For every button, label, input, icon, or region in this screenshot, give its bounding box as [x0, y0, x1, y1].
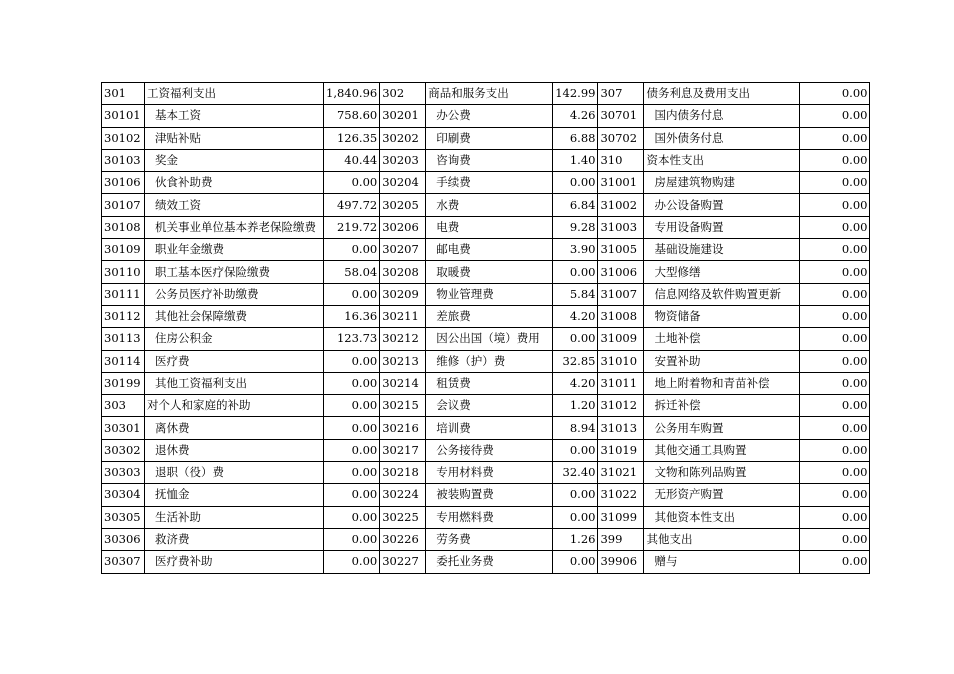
- amount-cell: 5.84: [553, 283, 598, 305]
- account-code-cell: 30113: [102, 328, 145, 350]
- account-code-cell: 30701: [598, 105, 644, 127]
- account-code-cell: 31021: [598, 462, 644, 484]
- amount-cell: 0.00: [800, 328, 870, 350]
- account-code-cell: 30211: [380, 305, 426, 327]
- amount-cell: 0.00: [324, 350, 380, 372]
- account-name-cell: 工资福利支出: [145, 83, 324, 105]
- account-code-cell: 30215: [380, 395, 426, 417]
- table-row: [102, 506, 870, 528]
- account-code-cell: 30110: [102, 261, 145, 283]
- account-name-cell: 维修（护）费: [426, 350, 553, 372]
- amount-cell: 1.20: [553, 395, 598, 417]
- amount-cell: 0.00: [800, 506, 870, 528]
- table-row: [102, 328, 870, 350]
- amount-cell: 1.26: [553, 528, 598, 550]
- account-code-cell: 30109: [102, 239, 145, 261]
- amount-cell: 16.36: [324, 305, 380, 327]
- account-code-cell: 31008: [598, 305, 644, 327]
- amount-cell: 0.00: [800, 149, 870, 171]
- account-code-cell: 31011: [598, 372, 644, 394]
- amount-cell: 1,840.96: [324, 83, 380, 105]
- account-name-cell: 水费: [426, 194, 553, 216]
- amount-cell: 126.35: [324, 127, 380, 149]
- account-name-cell: 大型修缮: [644, 261, 800, 283]
- amount-cell: 0.00: [324, 372, 380, 394]
- account-name-cell: 房屋建筑物购建: [644, 172, 800, 194]
- table-row: [102, 551, 870, 573]
- amount-cell: 0.00: [553, 328, 598, 350]
- account-code-cell: 30305: [102, 506, 145, 528]
- amount-cell: 0.00: [800, 372, 870, 394]
- account-code-cell: 30203: [380, 149, 426, 171]
- table-row: [102, 105, 870, 127]
- account-name-cell: 退休费: [145, 439, 324, 461]
- amount-cell: 4.20: [553, 372, 598, 394]
- account-code-cell: 30204: [380, 172, 426, 194]
- amount-cell: 3.90: [553, 239, 598, 261]
- amount-cell: 0.00: [324, 172, 380, 194]
- account-code-cell: 30102: [102, 127, 145, 149]
- amount-cell: 0.00: [324, 417, 380, 439]
- table-row: [102, 462, 870, 484]
- account-code-cell: 30207: [380, 239, 426, 261]
- account-code-cell: 31022: [598, 484, 644, 506]
- account-name-cell: 印刷费: [426, 127, 553, 149]
- table-row: [102, 172, 870, 194]
- table-row: [102, 528, 870, 550]
- amount-cell: 0.00: [324, 528, 380, 550]
- amount-cell: 58.04: [324, 261, 380, 283]
- account-code-cell: 30206: [380, 216, 426, 238]
- account-code-cell: 30304: [102, 484, 145, 506]
- amount-cell: 0.00: [800, 261, 870, 283]
- account-code-cell: 31099: [598, 506, 644, 528]
- account-name-cell: 办公费: [426, 105, 553, 127]
- account-code-cell: 30209: [380, 283, 426, 305]
- account-code-cell: 30202: [380, 127, 426, 149]
- account-name-cell: 因公出国（境）费用: [426, 328, 553, 350]
- account-name-cell: 债务利息及费用支出: [644, 83, 800, 105]
- amount-cell: 0.00: [324, 551, 380, 573]
- account-name-cell: 其他资本性支出: [644, 506, 800, 528]
- account-name-cell: 其他工资福利支出: [145, 372, 324, 394]
- amount-cell: 0.00: [800, 283, 870, 305]
- account-name-cell: 信息网络及软件购置更新: [644, 283, 800, 305]
- account-code-cell: 30213: [380, 350, 426, 372]
- account-name-cell: 土地补偿: [644, 328, 800, 350]
- amount-cell: 0.00: [800, 194, 870, 216]
- account-code-cell: 399: [598, 528, 644, 550]
- amount-cell: 0.00: [800, 239, 870, 261]
- account-name-cell: 会议费: [426, 395, 553, 417]
- account-name-cell: 生活补助: [145, 506, 324, 528]
- account-name-cell: 租赁费: [426, 372, 553, 394]
- account-name-cell: 抚恤金: [145, 484, 324, 506]
- amount-cell: 219.72: [324, 216, 380, 238]
- account-name-cell: 医疗费: [145, 350, 324, 372]
- amount-cell: 6.84: [553, 194, 598, 216]
- account-name-cell: 物资储备: [644, 305, 800, 327]
- account-code-cell: 30302: [102, 439, 145, 461]
- amount-cell: 0.00: [800, 484, 870, 506]
- account-name-cell: 国内债务付息: [644, 105, 800, 127]
- account-name-cell: 离休费: [145, 417, 324, 439]
- account-name-cell: 职工基本医疗保险缴费: [145, 261, 324, 283]
- account-name-cell: 其他支出: [644, 528, 800, 550]
- account-name-cell: 差旅费: [426, 305, 553, 327]
- account-code-cell: 30303: [102, 462, 145, 484]
- amount-cell: 0.00: [800, 417, 870, 439]
- amount-cell: 123.73: [324, 328, 380, 350]
- account-name-cell: 文物和陈列品购置: [644, 462, 800, 484]
- account-name-cell: 委托业务费: [426, 551, 553, 573]
- account-code-cell: 310: [598, 149, 644, 171]
- amount-cell: 6.88: [553, 127, 598, 149]
- account-code-cell: 307: [598, 83, 644, 105]
- account-code-cell: 30307: [102, 551, 145, 573]
- account-name-cell: 伙食补助费: [145, 172, 324, 194]
- account-code-cell: 30103: [102, 149, 145, 171]
- account-code-cell: 30227: [380, 551, 426, 573]
- account-name-cell: 地上附着物和青苗补偿: [644, 372, 800, 394]
- amount-cell: 9.28: [553, 216, 598, 238]
- table-row: [102, 484, 870, 506]
- account-name-cell: 电费: [426, 216, 553, 238]
- account-code-cell: 30214: [380, 372, 426, 394]
- account-name-cell: 办公设备购置: [644, 194, 800, 216]
- table-row: [102, 283, 870, 305]
- amount-cell: 32.85: [553, 350, 598, 372]
- account-name-cell: 邮电费: [426, 239, 553, 261]
- account-name-cell: 拆迁补偿: [644, 395, 800, 417]
- account-code-cell: 31005: [598, 239, 644, 261]
- account-name-cell: 救济费: [145, 528, 324, 550]
- account-code-cell: 31009: [598, 328, 644, 350]
- account-code-cell: 30217: [380, 439, 426, 461]
- account-name-cell: 咨询费: [426, 149, 553, 171]
- account-name-cell: 商品和服务支出: [426, 83, 553, 105]
- amount-cell: 0.00: [324, 506, 380, 528]
- amount-cell: 497.72: [324, 194, 380, 216]
- account-name-cell: 无形资产购置: [644, 484, 800, 506]
- account-name-cell: 资本性支出: [644, 149, 800, 171]
- account-code-cell: 30201: [380, 105, 426, 127]
- account-code-cell: 301: [102, 83, 145, 105]
- account-name-cell: 津贴补贴: [145, 127, 324, 149]
- account-code-cell: 30212: [380, 328, 426, 350]
- amount-cell: 32.40: [553, 462, 598, 484]
- table-row: [102, 395, 870, 417]
- amount-cell: 0.00: [553, 261, 598, 283]
- account-code-cell: 302: [380, 83, 426, 105]
- account-name-cell: 劳务费: [426, 528, 553, 550]
- table-row: [102, 194, 870, 216]
- amount-cell: 0.00: [324, 395, 380, 417]
- table-row: [102, 149, 870, 171]
- account-name-cell: 公务接待费: [426, 439, 553, 461]
- amount-cell: 0.00: [800, 528, 870, 550]
- amount-cell: 0.00: [800, 551, 870, 573]
- account-code-cell: 30306: [102, 528, 145, 550]
- account-code-cell: 30112: [102, 305, 145, 327]
- account-code-cell: 303: [102, 395, 145, 417]
- amount-cell: 0.00: [800, 105, 870, 127]
- amount-cell: 1.40: [553, 149, 598, 171]
- account-code-cell: 39906: [598, 551, 644, 573]
- account-code-cell: 30199: [102, 372, 145, 394]
- account-name-cell: 基础设施建设: [644, 239, 800, 261]
- account-name-cell: 公务员医疗补助缴费: [145, 283, 324, 305]
- table-row: [102, 216, 870, 238]
- account-name-cell: 机关事业单位基本养老保险缴费: [145, 216, 324, 238]
- account-code-cell: 30208: [380, 261, 426, 283]
- amount-cell: 4.26: [553, 105, 598, 127]
- amount-cell: 0.00: [800, 172, 870, 194]
- account-name-cell: 专用设备购置: [644, 216, 800, 238]
- account-name-cell: 绩效工资: [145, 194, 324, 216]
- amount-cell: 40.44: [324, 149, 380, 171]
- amount-cell: 0.00: [800, 395, 870, 417]
- account-name-cell: 取暖费: [426, 261, 553, 283]
- amount-cell: 0.00: [800, 462, 870, 484]
- amount-cell: 4.20: [553, 305, 598, 327]
- account-name-cell: 职业年金缴费: [145, 239, 324, 261]
- account-name-cell: 医疗费补助: [145, 551, 324, 573]
- account-code-cell: 31006: [598, 261, 644, 283]
- table-row: [102, 261, 870, 283]
- account-name-cell: 国外债务付息: [644, 127, 800, 149]
- account-name-cell: 对个人和家庭的补助: [145, 395, 324, 417]
- account-code-cell: 31002: [598, 194, 644, 216]
- account-name-cell: 专用燃料费: [426, 506, 553, 528]
- table-row: [102, 350, 870, 372]
- account-name-cell: 专用材料费: [426, 462, 553, 484]
- account-code-cell: 30224: [380, 484, 426, 506]
- account-name-cell: 安置补助: [644, 350, 800, 372]
- amount-cell: 0.00: [553, 551, 598, 573]
- account-code-cell: 30108: [102, 216, 145, 238]
- account-code-cell: 30226: [380, 528, 426, 550]
- table-row: [102, 305, 870, 327]
- account-code-cell: 30114: [102, 350, 145, 372]
- amount-cell: 0.00: [553, 484, 598, 506]
- amount-cell: 0.00: [324, 484, 380, 506]
- account-name-cell: 物业管理费: [426, 283, 553, 305]
- table-row: [102, 83, 870, 105]
- account-name-cell: 奖金: [145, 149, 324, 171]
- amount-cell: 142.99: [553, 83, 598, 105]
- amount-cell: 0.00: [324, 439, 380, 461]
- account-name-cell: 其他社会保障缴费: [145, 305, 324, 327]
- account-code-cell: 30111: [102, 283, 145, 305]
- amount-cell: 0.00: [553, 506, 598, 528]
- amount-cell: 0.00: [324, 239, 380, 261]
- account-code-cell: 31019: [598, 439, 644, 461]
- account-code-cell: 30107: [102, 194, 145, 216]
- account-name-cell: 手续费: [426, 172, 553, 194]
- amount-cell: 758.60: [324, 105, 380, 127]
- account-code-cell: 30106: [102, 172, 145, 194]
- amount-cell: 0.00: [800, 216, 870, 238]
- amount-cell: 8.94: [553, 417, 598, 439]
- account-name-cell: 基本工资: [145, 105, 324, 127]
- account-code-cell: 30301: [102, 417, 145, 439]
- account-name-cell: 赠与: [644, 551, 800, 573]
- account-name-cell: 住房公积金: [145, 328, 324, 350]
- account-code-cell: 31001: [598, 172, 644, 194]
- table-row: [102, 417, 870, 439]
- table-row: [102, 439, 870, 461]
- account-code-cell: 31010: [598, 350, 644, 372]
- budget-expenditure-table: [101, 82, 870, 574]
- account-code-cell: 30205: [380, 194, 426, 216]
- account-code-cell: 30101: [102, 105, 145, 127]
- amount-cell: 0.00: [553, 439, 598, 461]
- table-body: [102, 83, 870, 574]
- account-code-cell: 31003: [598, 216, 644, 238]
- account-code-cell: 31012: [598, 395, 644, 417]
- account-name-cell: 培训费: [426, 417, 553, 439]
- table-row: [102, 239, 870, 261]
- amount-cell: 0.00: [800, 350, 870, 372]
- amount-cell: 0.00: [324, 283, 380, 305]
- amount-cell: 0.00: [800, 127, 870, 149]
- table-row: [102, 127, 870, 149]
- account-code-cell: 30216: [380, 417, 426, 439]
- amount-cell: 0.00: [553, 172, 598, 194]
- amount-cell: 0.00: [324, 462, 380, 484]
- account-code-cell: 31007: [598, 283, 644, 305]
- account-code-cell: 31013: [598, 417, 644, 439]
- amount-cell: 0.00: [800, 83, 870, 105]
- table-row: [102, 372, 870, 394]
- amount-cell: 0.00: [800, 439, 870, 461]
- account-code-cell: 30225: [380, 506, 426, 528]
- account-name-cell: 退职（役）费: [145, 462, 324, 484]
- account-code-cell: 30702: [598, 127, 644, 149]
- amount-cell: 0.00: [800, 305, 870, 327]
- account-name-cell: 被装购置费: [426, 484, 553, 506]
- account-name-cell: 其他交通工具购置: [644, 439, 800, 461]
- account-code-cell: 30218: [380, 462, 426, 484]
- account-name-cell: 公务用车购置: [644, 417, 800, 439]
